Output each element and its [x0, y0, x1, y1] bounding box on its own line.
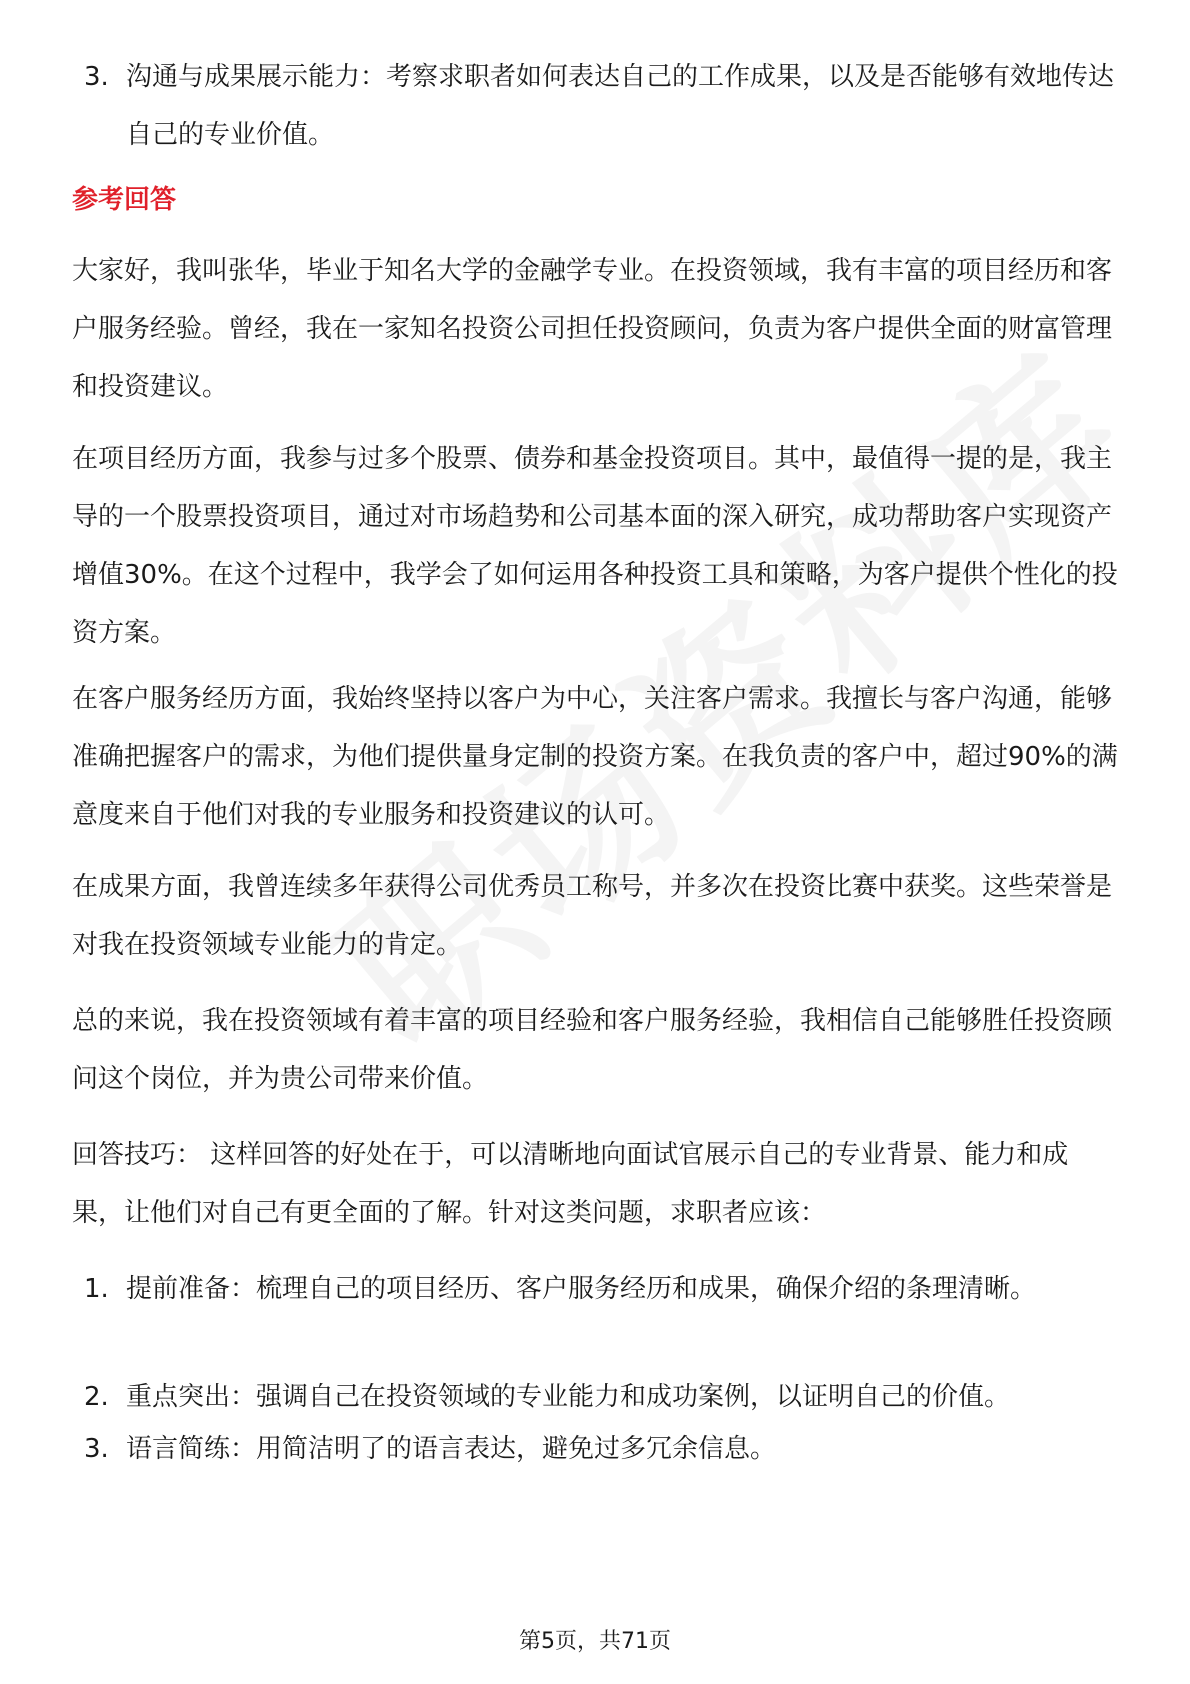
list-item — [72, 48, 1120, 164]
paragraph: 在客户服务经历方面，我始终坚持以客户为中心，关注客户需求。我擅长与客户沟通，能够准确把握客户的需求，为他们提供量身定制的投资方案。在我负责的客户中，超过90%的满意度来自于他们对我的专业服务和投资建议的认可。 — [72, 684, 1118, 830]
paragraph: 回答技巧： 这样回答的好处在于，可以清晰地向面试官展示自己的专业背景、能力和成果，让他们对自己有更全面的了解。针对这类问题，求职者应该： — [72, 1140, 1069, 1228]
list-item-text: 重点突出：强调自己在投资领域的专业能力和成功案例，以证明自己的价值。 — [126, 1382, 1011, 1412]
list-item-number: 3. — [84, 62, 109, 92]
paragraph: 在项目经历方面，我参与过多个股票、债券和基金投资项目。其中，最值得一提的是，我主导的一个股票投资项目，通过对市场趋势和公司基本面的深入研究，成功帮助客户实现资产增值30%。在这个过程中，我学会了如何运用各种投资工具和策略，为客户提供个性化的投资方案。 — [72, 444, 1118, 648]
section-heading: 参考回答 — [72, 185, 177, 215]
list-item-text: 沟通与成果展示能力：考察求职者如何表达自己的工作成果，以及是否能够有效地传达自己的专业价值。 — [126, 62, 1115, 150]
list-item — [72, 1260, 1120, 1318]
list-item-number: 3. — [84, 1434, 109, 1464]
list-item-number: 2. — [84, 1382, 109, 1412]
paragraph: 在成果方面，我曾连续多年获得公司优秀员工称号，并多次在投资比赛中获奖。这些荣誉是对我在投资领域专业能力的肯定。 — [72, 872, 1113, 960]
list-item-number: 1. — [84, 1274, 109, 1304]
list-item — [72, 1368, 1120, 1426]
page-number-footer: 第5页，共71页 — [519, 1629, 671, 1654]
list-item — [72, 1420, 1120, 1478]
paragraph: 总的来说，我在投资领域有着丰富的项目经验和客户服务经验，我相信自己能够胜任投资顾问这个岗位，并为贵公司带来价值。 — [72, 1006, 1113, 1094]
list-item-text: 语言简练：用简洁明了的语言表达，避免过多冗余信息。 — [126, 1434, 777, 1464]
list-item-text: 提前准备：梳理自己的项目经历、客户服务经历和成果，确保介绍的条理清晰。 — [126, 1274, 1037, 1304]
paragraph: 大家好，我叫张华，毕业于知名大学的金融学专业。在投资领域，我有丰富的项目经历和客户服务经验。曾经，我在一家知名投资公司担任投资顾问，负责为客户提供全面的财富管理和投资建议。 — [72, 256, 1113, 402]
